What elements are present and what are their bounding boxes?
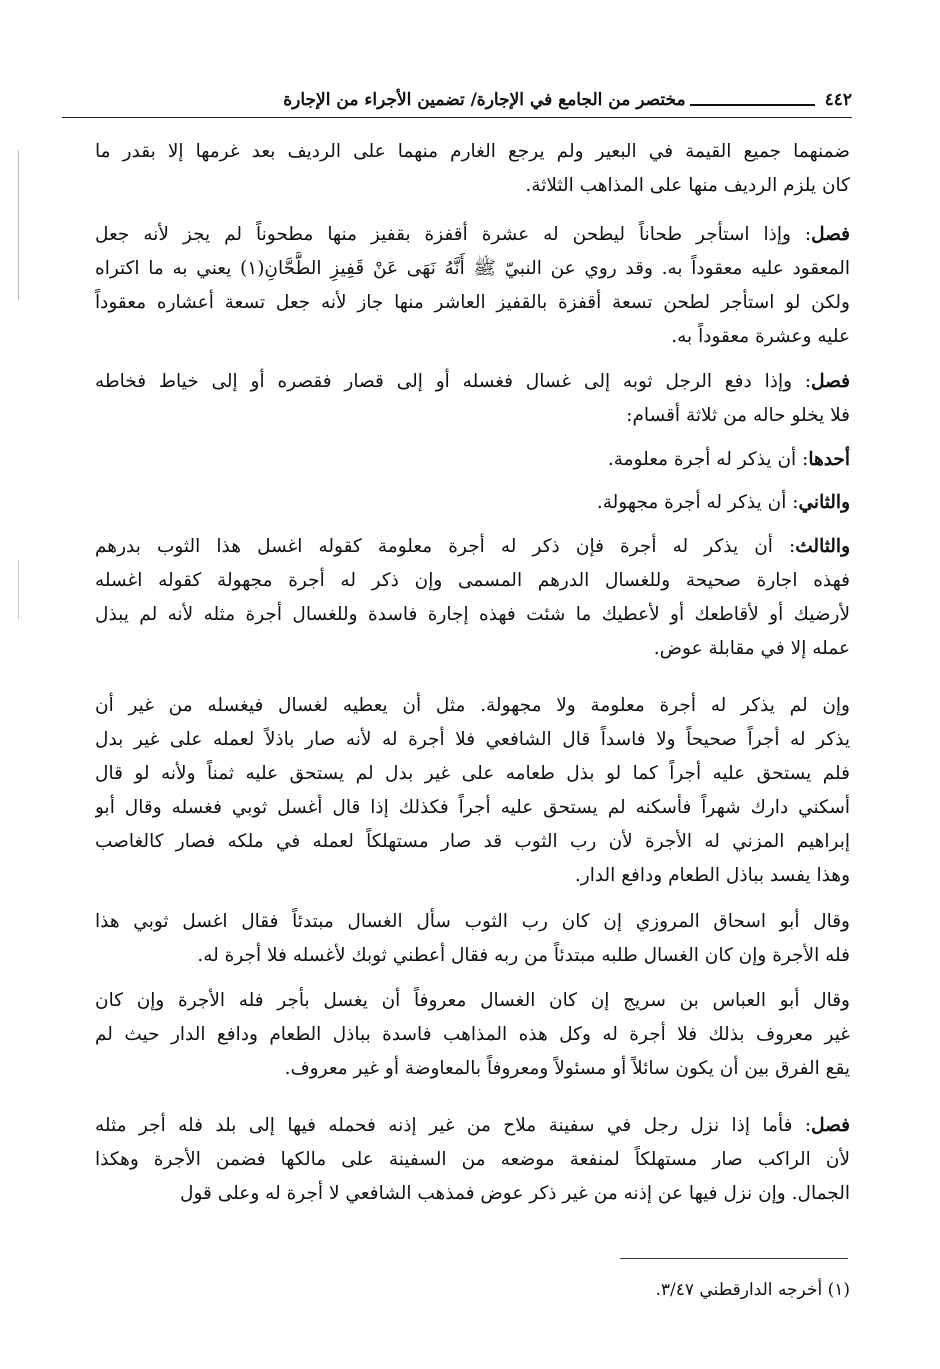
line-text: فله الأجرة وإن كان الغسال طلبه مبتدئاً من ربه فقال أعطني ثوبك لأغسله فلا أجرة له.: [197, 945, 850, 966]
line-text: لأن الراكب صار مستهلكاً لمنفعة موضعه من السفينة على مالكها فضمن الأجرة وهكذا: [95, 1149, 850, 1170]
line-text: عليه وعشرة معقوداً به.: [671, 326, 850, 347]
text-line: [95, 984, 850, 1018]
paragraph: [95, 443, 850, 477]
section-lead-word: فصل: [811, 224, 850, 245]
text-line: [95, 1109, 850, 1143]
paragraph: [95, 218, 850, 354]
line-text: إبراهيم المزني له الأجرة لأن رب الثوب قد صار مستهلكاً لعمله في ملكه فصار كالغاصب: [95, 831, 850, 852]
text-line: [95, 135, 850, 169]
text-line: [95, 723, 850, 757]
page-number: ٤٤٢: [824, 90, 852, 110]
text-line: [95, 939, 850, 973]
text-line: [95, 530, 850, 564]
text-line: [95, 169, 850, 203]
text-line: [95, 399, 850, 433]
text-line: [95, 252, 850, 286]
text-line: [95, 1018, 850, 1052]
line-text: : أن يذكر له أجرة فإن ذكر له أجرة معلومة كقوله اغسل هذا الثوب بدرهم: [95, 536, 796, 557]
scan-artifact-line: [18, 560, 19, 620]
line-text: : أن يذكر له أجرة معلومة.: [607, 449, 809, 470]
line-text: يذكر له أجراً صحيحاً ولا فاسداً قال الشافعي فلا أجرة له لأنه صار باذلاً لعمله على غير بدل: [95, 729, 850, 750]
text-line: [95, 905, 850, 939]
line-text: أسكني دارك شهراً فأسكنه لم يستحق عليه أجراً فكذلك إذا قال أغسل ثوبي فغسله وقال أبو: [95, 797, 850, 818]
paragraph: [95, 689, 850, 893]
text-line: [95, 286, 850, 320]
paragraph: [95, 1109, 850, 1211]
paragraph: [95, 984, 850, 1086]
text-line: [95, 443, 850, 477]
paragraph: [95, 905, 850, 973]
line-text: فهذه اجارة صحيحة وللغسال الدرهم المسمى وإن ذكر له أجرة مجهولة كقوله اغسله: [95, 570, 850, 591]
line-text: وقال أبو العباس بن سريج إن كان الغسال معروفاً أن يغسل بأجر فله الأجرة وإن كان: [95, 990, 850, 1011]
text-line: [95, 564, 850, 598]
section-lead-word: فصل: [811, 371, 850, 392]
line-text: فلم يستحق عليه أجراً كما لو بذل طعامه على غير بدل لم يستحق عليه ثمناً ولأنه لو قال: [95, 763, 850, 784]
line-text: الجمال. وإن نزل فيها عن إذنه من غير ذكر عوض فمذهب الشافعي لا أجرة له وعلى قول: [180, 1183, 850, 1204]
paragraph: [95, 530, 850, 666]
footnote-divider: [620, 1258, 848, 1259]
line-text: : أن يذكر له أجرة مجهولة.: [596, 492, 799, 513]
section-lead-word: والثالث: [795, 536, 850, 557]
line-text: وقال أبو اسحاق المروزي إن كان رب الثوب سأل الغسال مبتدئاً فقال اغسل ثوبي هذا: [95, 911, 850, 932]
text-line: [95, 689, 850, 723]
text-line: [95, 486, 850, 520]
line-text: عمله إلا في مقابلة عوض.: [653, 638, 850, 659]
footnote: (١) أخرجه الدارقطني ٣/٤٧.: [655, 1280, 850, 1300]
line-text: : فأما إذا نزل رجل في سفينة ملاح من غير إذنه فحمله فيها إلى بلد فله أجر مثله: [95, 1115, 812, 1136]
header-rule: [690, 94, 815, 106]
text-line: [95, 825, 850, 859]
text-line: [95, 757, 850, 791]
line-text: وإن لم يذكر له أجرة معلومة ولا مجهولة. مثل أن يعطيه لغسال فيغسله من غير أن: [95, 695, 850, 716]
text-line: [95, 598, 850, 632]
text-line: [95, 632, 850, 666]
line-text: وهذا يفسد بباذل الطعام ودافع الدار.: [574, 865, 850, 886]
section-lead-word: أحدها: [808, 449, 850, 470]
text-line: [95, 1143, 850, 1177]
text-line: [95, 218, 850, 252]
text-line: [95, 1052, 850, 1086]
line-text: كان يلزم الرديف منها على المذاهب الثلاثة.: [525, 175, 850, 196]
running-header: [62, 86, 852, 114]
line-text: ضمنهما جميع القيمة في البعير ولم يرجع الغارم منهما على الرديف بعد غرمها إلا بقدر ما: [95, 141, 850, 162]
header-divider: [62, 117, 852, 118]
text-line: [95, 791, 850, 825]
line-text: ولكن لو استأجر لطحن تسعة أقفزة بالقفيز العاشر منها جاز لأنه جعل تسعة أعشاره معقوداً: [95, 292, 850, 313]
line-text: لأرضيك أو لأقاطعك أو لأعطيك ما شئت فهذه إجارة فاسدة وللغسال أجرة مثله لأنه لم يبذل: [95, 604, 850, 625]
paragraph: [95, 486, 850, 520]
line-text: : وإذا دفع الرجل ثوبه إلى غسال فغسله أو إلى قصار فقصره أو إلى خياط فخاطه: [95, 371, 812, 392]
section-lead-word: والثاني: [798, 492, 850, 513]
text-line: [95, 365, 850, 399]
line-text: : وإذا استأجر طحاناً ليطحن له عشرة أقفزة بقفيز منها مطحوناً لم يجز لأنه جعل: [95, 224, 812, 245]
line-text: يقع الفرق بين أن يكون سائلاً أو مسئولاً ومعروفاً بالمعاوضة أو غير معروف.: [284, 1058, 850, 1079]
scan-artifact-line: [18, 150, 19, 300]
text-line: [95, 859, 850, 893]
line-text: فلا يخلو حاله من ثلاثة أقسام:: [626, 405, 850, 426]
section-lead-word: فصل: [811, 1115, 850, 1136]
line-text: غير معروف بذلك فلا أجرة له وكل هذه المذاهب فاسدة بباذل الطعام ودافع الدار حيث لم: [95, 1024, 850, 1045]
paragraph: [95, 135, 850, 203]
text-line: [95, 1177, 850, 1211]
line-text: المعقود عليه معقوداً به. وقد روي عن النبيّ ﷺ أَنَّهُ نَهَى عَنْ قَفِيزِ الطَّحَّانِ(١) يعني به ما اكتراه: [95, 258, 850, 279]
paragraph: [95, 365, 850, 433]
text-line: [95, 320, 850, 354]
running-title: مختصر من الجامع في الإجارة/ تضمين الأجراء من الإجارة: [283, 90, 686, 110]
